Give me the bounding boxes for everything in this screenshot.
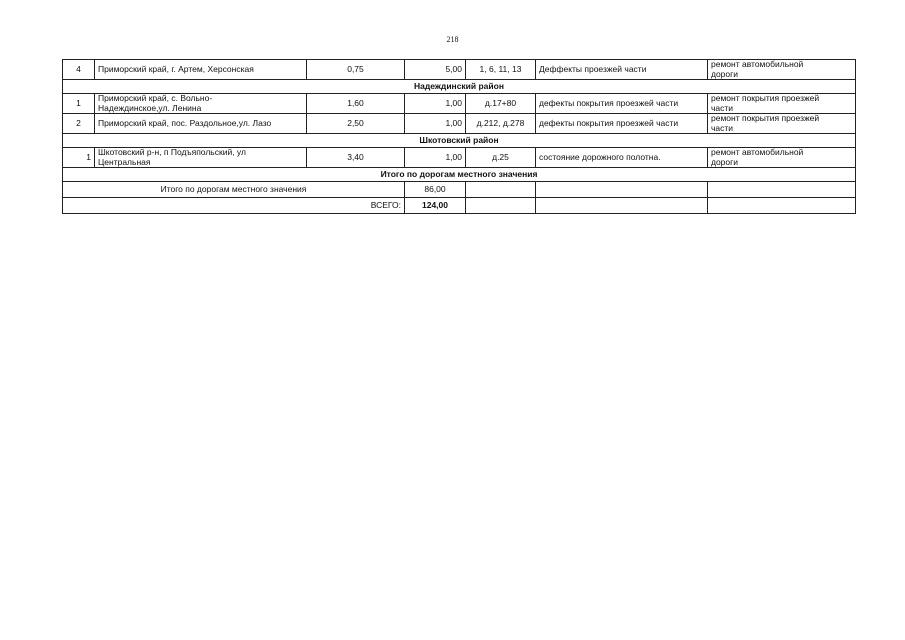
subtotal-label: Итого по дорогам местного значения	[63, 182, 405, 198]
work-type: ремонт покрытия проезжей части	[708, 94, 856, 114]
defect-description: Деффекты проезжей части	[536, 60, 708, 80]
table-row	[63, 114, 856, 134]
defect-description: дефекты покрытия проезжей части	[536, 94, 708, 114]
empty-cell	[536, 198, 708, 214]
section-header-total-local: Итого по дорогам местного значения	[63, 168, 856, 182]
grand-total-value: 124,00	[405, 198, 466, 214]
defect-description: дефекты покрытия проезжей части	[536, 114, 708, 134]
road-width: 5,00	[405, 60, 466, 80]
section-header-row	[63, 168, 856, 182]
road-length: 3,40	[307, 148, 405, 168]
work-type: ремонт покрытия проезжей части	[708, 114, 856, 134]
row-number: 4	[63, 60, 95, 80]
road-width: 1,00	[405, 114, 466, 134]
table-row	[63, 94, 856, 114]
road-width: 1,00	[405, 148, 466, 168]
road-width: 1,00	[405, 94, 466, 114]
road-address: Шкотовский р-н, п Подъяпольский, ул Центральная	[95, 148, 307, 168]
road-address: Приморский край, пос. Раздольное,ул. Лазо	[95, 114, 307, 134]
road-address: Приморский край, с. Вольно- Надеждинское,ул. Ленина	[95, 94, 307, 114]
road-address: Приморский край, г. Артем, Херсонская	[95, 60, 307, 80]
empty-cell	[708, 182, 856, 198]
subtotal-value: 86,00	[405, 182, 466, 198]
section-header-row	[63, 80, 856, 94]
work-type: ремонт автомобильной дороги	[708, 148, 856, 168]
defect-description: состояние дорожного полотна.	[536, 148, 708, 168]
empty-cell	[466, 198, 536, 214]
row-number: 2	[63, 114, 95, 134]
empty-cell	[708, 198, 856, 214]
house-numbers: д.25	[466, 148, 536, 168]
road-length: 2,50	[307, 114, 405, 134]
grand-total-label: ВСЕГО:	[63, 198, 405, 214]
house-numbers: 1, 6, 11, 13	[466, 60, 536, 80]
work-type: ремонт автомобильной дороги	[708, 60, 856, 80]
house-numbers: д.17+80	[466, 94, 536, 114]
section-header-shkotovsky: Шкотовский район	[63, 134, 856, 148]
house-numbers: д.212, д.278	[466, 114, 536, 134]
subtotal-row	[63, 182, 856, 198]
grand-total-row	[63, 198, 856, 214]
section-header-nadezhdinsky: Надеждинский район	[63, 80, 856, 94]
page-number: 218	[446, 35, 459, 44]
road-length: 1,60	[307, 94, 405, 114]
road-repair-table	[62, 59, 856, 214]
section-header-row	[63, 134, 856, 148]
row-number: 1	[63, 148, 95, 168]
table-row	[63, 60, 856, 80]
empty-cell	[536, 182, 708, 198]
table-row	[63, 148, 856, 168]
row-number: 1	[63, 94, 95, 114]
empty-cell	[466, 182, 536, 198]
road-length: 0,75	[307, 60, 405, 80]
